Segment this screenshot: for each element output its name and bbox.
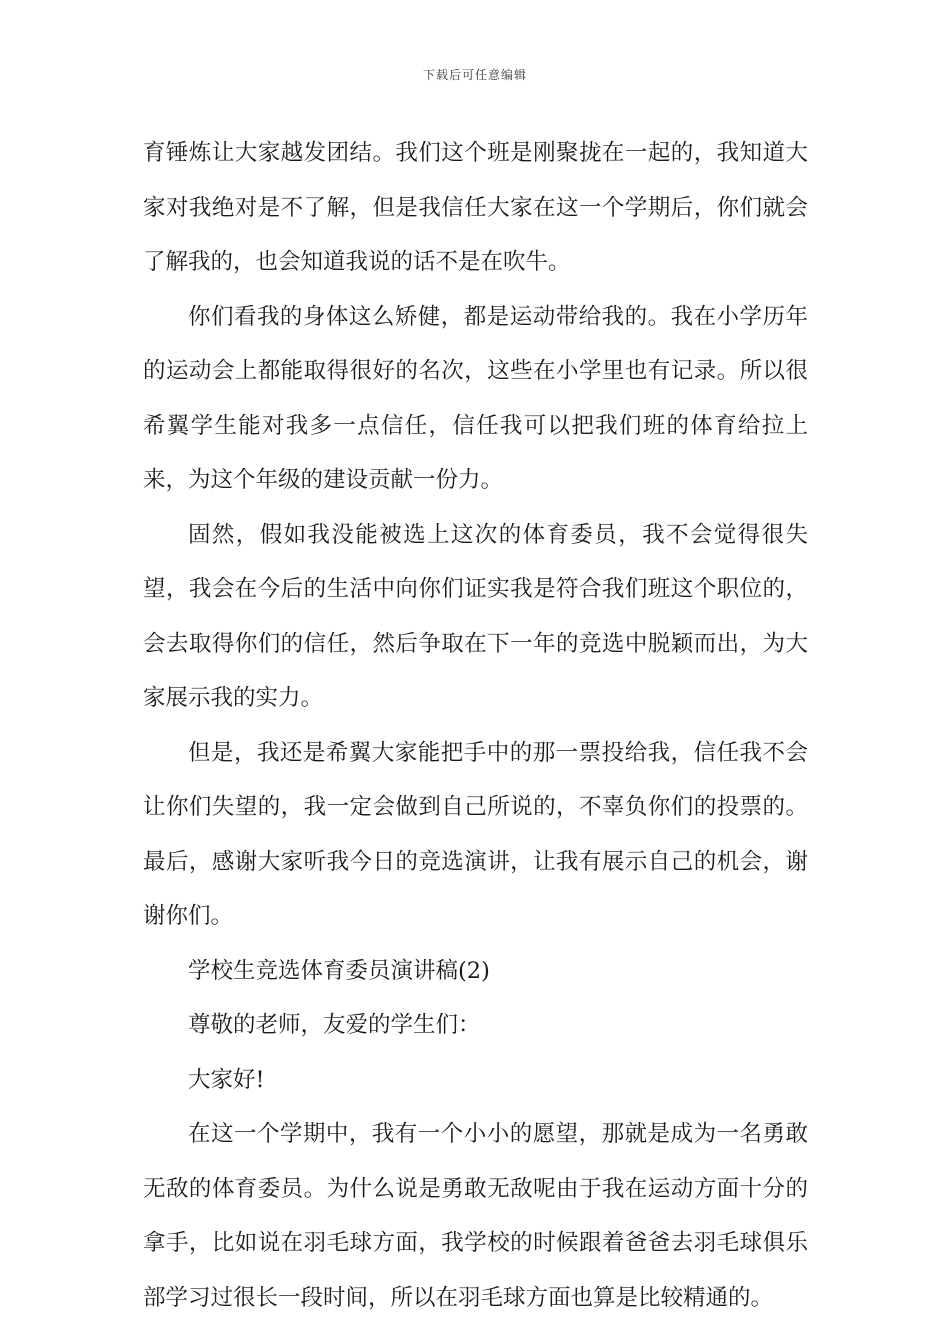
salutation: 尊敬的老师，友爱的学生们： [188,1012,481,1038]
document-body [143,126,808,1325]
section-title: 学校生竞选体育委员演讲稿(2) [188,957,490,984]
greeting: 大家好! [188,1066,265,1093]
paragraph-if-not-elected: 固然，假如我没能被选上这次的体育委员，我不会觉得很失望，我会在今后的生活中向你们证实我是符合我们班这个职位的，会去取得你们的信任，然后争取在下一年的竞选中脱颖而出，为大家展示我的实力。 [143,521,808,711]
page-header: 下载后可任意编辑 [422,68,527,82]
paragraph-wish: 在这一个学期中，我有一个小小的愿望，那就是成为一名勇敢无敌的体育委员。为什么说是勇敢无敌呢由于我在运动方面十分的拿手，比如说在羽毛球方面，我学校的时候跟着爸爸去羽毛球俱乐部学习过很长一段时间，所以在羽毛球方面也算是比较精通的。 [143,1121,808,1311]
paragraph-closing-thanks: 但是，我还是希翼大家能把手中的那一票投给我，信任我不会让你们失望的，我一定会做到自己所说的，不辜负你们的投票的。最后，感谢大家听我今日的竞选演讲，让我有展示自己的机会，谢谢你们。 [143,739,808,929]
paragraph-sports-ability: 你们看我的身体这么矫健，都是运动带给我的。我在小学历年的运动会上都能取得很好的名次，这些在小学里也有记录。所以很希翼学生能对我多一点信任，信任我可以把我们班的体育给拉上来，为这个年级的建设贡献一份力。 [143,303,808,493]
paragraph-continuation: 育锤炼让大家越发团结。我们这个班是刚聚拢在一起的，我知道大家对我绝对是不了解，但是我信任大家在这一个学期后，你们就会了解我的，也会知道我说的话不是在吹牛。 [143,140,808,275]
